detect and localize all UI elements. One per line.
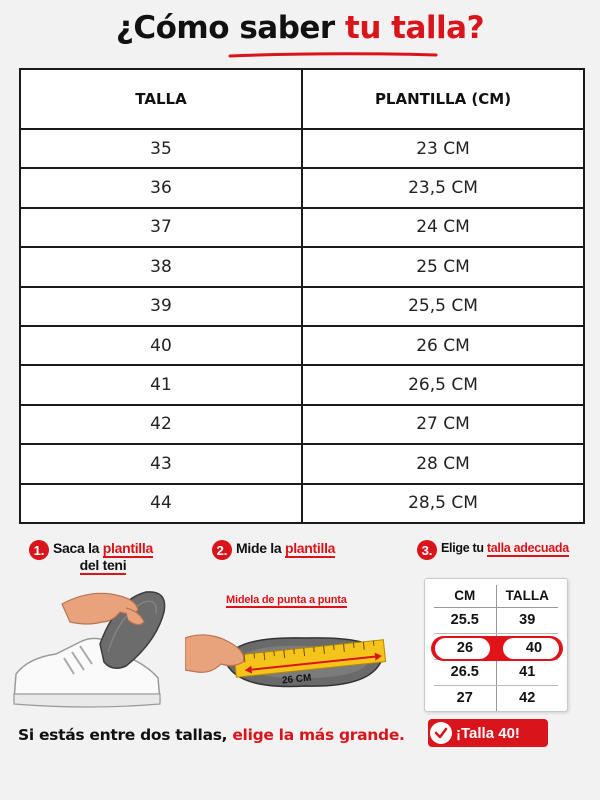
title-highlight: tu talla — [345, 10, 467, 46]
step-2-number: 2. — [212, 540, 232, 560]
talla-cell: 36 — [20, 168, 302, 207]
size-badge-label: ¡Talla 40! — [456, 724, 520, 742]
measure-caption: Midela de punta a punta — [226, 594, 347, 606]
page-title — [0, 10, 600, 46]
step-1-number: 1. — [29, 540, 49, 560]
step-2-text-a: Mide la — [236, 540, 285, 556]
step-1-text — [53, 540, 153, 574]
table-row — [20, 484, 584, 523]
table-row — [20, 247, 584, 286]
mini-column-cm: CM — [434, 585, 496, 607]
step-1 — [29, 540, 153, 574]
table-row — [20, 444, 584, 483]
plantilla-cell: 24 CM — [302, 208, 584, 247]
step-1-text-c: del teni — [79, 557, 127, 573]
talla-cell: 44 — [20, 484, 302, 523]
mini-table-row — [434, 685, 558, 711]
plantilla-cell: 26 CM — [302, 326, 584, 365]
mini-table-row — [434, 659, 558, 685]
ruler-label: 26 CM — [281, 672, 312, 687]
table-row — [20, 129, 584, 168]
highlighted-talla-value: 40 — [525, 640, 543, 656]
mini-cm-cell: 26.5 — [434, 659, 496, 685]
plantilla-cell: 28 CM — [302, 444, 584, 483]
step-3-text — [441, 540, 569, 557]
title-underline-stroke — [228, 52, 438, 58]
step-1-text-a: Saca la — [53, 540, 103, 556]
size-table — [19, 68, 585, 524]
step-3-number: 3. — [417, 540, 437, 560]
talla-cell: 40 — [20, 326, 302, 365]
table-row — [20, 365, 584, 404]
plantilla-cell: 23,5 CM — [302, 168, 584, 207]
talla-cell: 37 — [20, 208, 302, 247]
plantilla-cell: 27 CM — [302, 405, 584, 444]
bottom-note — [18, 726, 405, 744]
table-row — [20, 405, 584, 444]
step-2-text — [236, 540, 335, 557]
shoe-insole-illustration — [8, 582, 173, 714]
talla-cell: 35 — [20, 129, 302, 168]
talla-cell: 39 — [20, 287, 302, 326]
column-header-plantilla: PLANTILLA (CM) — [302, 69, 584, 129]
step-2-text-b: plantilla — [284, 540, 336, 556]
step-3-text-a: Elige tu — [441, 541, 487, 555]
talla-cell: 43 — [20, 444, 302, 483]
mini-talla-cell: 41 — [496, 659, 558, 685]
talla-cell: 38 — [20, 247, 302, 286]
size-table-header — [20, 69, 584, 129]
size-badge — [428, 719, 548, 747]
table-row — [20, 168, 584, 207]
table-row — [20, 208, 584, 247]
talla-cell: 42 — [20, 405, 302, 444]
table-row — [20, 287, 584, 326]
plantilla-cell: 28,5 CM — [302, 484, 584, 523]
mini-talla-cell: 42 — [519, 690, 536, 707]
title-prefix: ¿Cómo saber — [115, 10, 345, 46]
plantilla-cell: 23 CM — [302, 129, 584, 168]
mini-talla-cell: 39 — [496, 607, 558, 633]
bottom-note-a: Si estás entre dos tallas, — [18, 726, 233, 744]
mini-cm-cell: 25.5 — [434, 607, 496, 633]
table-row — [20, 326, 584, 365]
column-header-talla: TALLA — [20, 69, 302, 129]
mini-table-row — [434, 607, 558, 633]
mini-cm-cell: 27 — [434, 685, 496, 711]
step-2 — [212, 540, 335, 560]
mini-column-talla: TALLA — [496, 585, 558, 607]
step-1-text-b: plantilla — [102, 540, 153, 556]
title-suffix: ? — [466, 10, 485, 46]
ruler-measure-illustration — [185, 608, 395, 700]
plantilla-cell: 25,5 CM — [302, 287, 584, 326]
plantilla-cell: 26,5 CM — [302, 365, 584, 404]
step-3 — [417, 540, 569, 560]
highlighted-cm-value: 26 — [456, 640, 474, 656]
plantilla-cell: 25 CM — [302, 247, 584, 286]
bottom-note-b: elige la más grande. — [232, 726, 405, 744]
step-3-text-b: talla adecuada — [486, 541, 569, 555]
talla-cell: 41 — [20, 365, 302, 404]
check-icon — [430, 722, 452, 744]
